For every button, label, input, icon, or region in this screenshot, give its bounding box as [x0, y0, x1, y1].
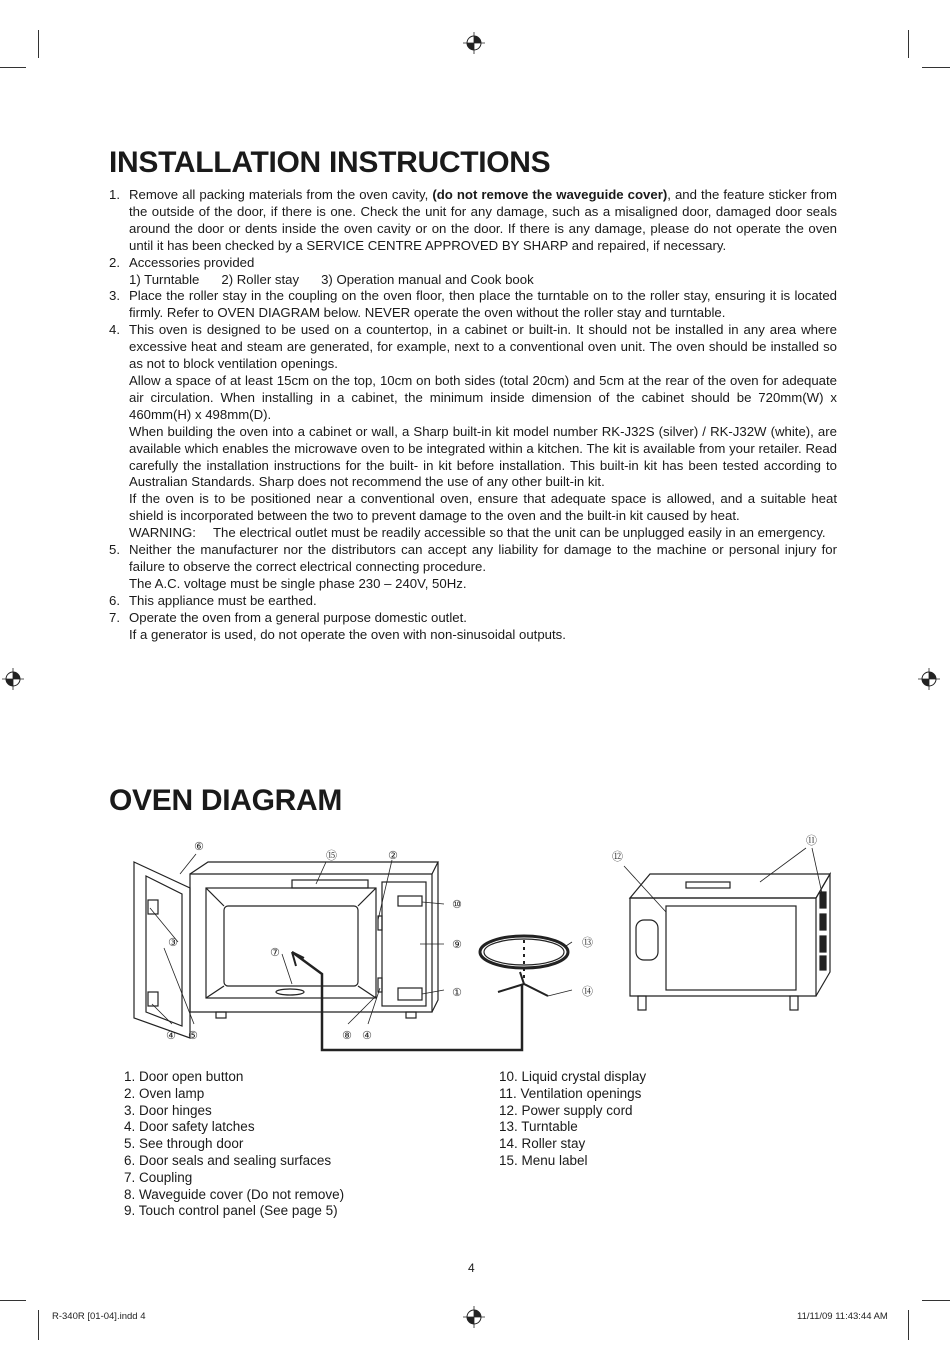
- footer-timestamp: 11/11/09 11:43:44 AM: [797, 1311, 888, 1322]
- cavity-back: [224, 906, 358, 986]
- callout-7: ⑦: [270, 946, 280, 959]
- legend-item: 13. Turntable: [499, 1119, 578, 1135]
- legend-item: 2. Oven lamp: [124, 1085, 205, 1101]
- footer-file-name: R-340R [01-04].indd 4: [52, 1311, 146, 1322]
- vent-opening-side: [820, 956, 826, 970]
- item-text: [129, 322, 837, 542]
- coupling: [276, 989, 304, 995]
- oven-foot: [406, 1012, 416, 1018]
- item-number: 2.: [109, 254, 120, 270]
- vent-opening-side: [820, 892, 826, 908]
- callout-8: ⑧: [342, 1029, 352, 1042]
- item2-text: Accessories provided: [129, 254, 255, 270]
- callout-6: ⑥: [194, 840, 204, 853]
- power-cord-plug: [636, 920, 658, 960]
- page-number: 4: [468, 1261, 475, 1275]
- crop-mark-top-right: [908, 30, 909, 58]
- warning-note: [129, 525, 837, 542]
- list-item: [109, 288, 837, 322]
- crop-mark-top-left: [0, 67, 26, 68]
- rear-oven-foot: [790, 996, 798, 1010]
- item-text: [129, 542, 837, 593]
- callout-3: ③: [168, 936, 178, 949]
- accessory-turntable: 1) Turntable: [129, 271, 200, 287]
- callout-11: ⑪: [806, 834, 817, 847]
- list-item: [109, 187, 837, 255]
- item-number: 1.: [109, 187, 120, 202]
- legend-item: 10. Liquid crystal display: [499, 1069, 647, 1084]
- item1-text-start: Remove all packing materials from the oven cavity,: [129, 187, 433, 202]
- item-number: 3.: [109, 288, 120, 304]
- installation-heading: INSTALLATION INSTRUCTIONS: [109, 146, 551, 179]
- registration-mark-right: [918, 668, 940, 690]
- crop-mark-bottom-left: [38, 1310, 39, 1340]
- callout-5: ⑤: [188, 1029, 198, 1042]
- callout-12: ⑫: [612, 850, 623, 863]
- legend-item: 14. Roller stay: [499, 1136, 586, 1152]
- crop-mark-bottom-right: [922, 1300, 950, 1301]
- crop-mark-top-right: [922, 67, 950, 68]
- callout-1: ①: [452, 986, 462, 999]
- item1-bold-warning: (do not remove the waveguide cover): [432, 187, 668, 202]
- see-through-door-window: [146, 876, 182, 1026]
- callout-15: ⑮: [326, 849, 337, 862]
- rear-panel: [666, 906, 796, 990]
- legend-item: 15. Menu label: [499, 1152, 588, 1168]
- list-item: [109, 593, 837, 610]
- item1-text-end: , and the feature sticker from the outside of the door, if there is one. Check the unit for any damage, such as a misaligned door, damaged door seals around the door or dents inside the oven cavity or on the door. If there is any damage, please do not operate the oven until it has been checked by a SERVICE CENTRE APPROVED BY SHARP and repaired, if necessary.: [129, 187, 838, 253]
- item-number: 6.: [109, 592, 120, 608]
- legend-item: 8. Waveguide cover (Do not remove): [124, 1186, 345, 1202]
- legend-item: 1. Door open button: [124, 1069, 244, 1084]
- diagram-legend-left: [124, 1069, 344, 1220]
- crop-mark-bottom-right: [908, 1310, 909, 1340]
- list-item: [109, 542, 837, 593]
- item-number: 7.: [109, 609, 120, 625]
- item-number: 4.: [109, 322, 120, 338]
- oven-diagram: [120, 828, 840, 1060]
- callout-2: ②: [388, 849, 398, 862]
- oven-top: [190, 862, 438, 874]
- callout-10: ⑩: [452, 898, 462, 911]
- rear-oven-foot: [638, 996, 646, 1010]
- door-hinge-bottom: [148, 992, 158, 1006]
- vent-opening-side: [820, 936, 826, 952]
- oven-side: [432, 862, 438, 1012]
- legend-item: 11. Ventilation openings: [499, 1085, 642, 1101]
- diagram-legend-right: [499, 1069, 646, 1170]
- vent-openings-top: [686, 882, 730, 888]
- legend-item: 12. Power supply cord: [499, 1102, 633, 1118]
- legend-item: 6. Door seals and sealing surfaces: [124, 1152, 332, 1168]
- accessories-list: [129, 272, 837, 289]
- item-text: [129, 255, 837, 289]
- legend-item: 9. Touch control panel (See page 5): [124, 1203, 338, 1219]
- callout-4: ④: [166, 1029, 176, 1042]
- crop-mark-top-left: [38, 30, 39, 58]
- item7-paragraph: If a generator is used, do not operate the oven with non-sinusoidal outputs.: [129, 626, 566, 642]
- list-item: [109, 255, 837, 289]
- accessory-manual: 3) Operation manual and Cook book: [321, 271, 534, 287]
- registration-mark-top: [463, 32, 485, 54]
- item5-paragraph: The A.C. voltage must be single phase 230 – 240V, 50Hz.: [129, 575, 467, 591]
- item4-paragraph: Allow a space of at least 15cm on the top, 10cm on both sides (total 20cm) and 5cm at the rear of the oven for adequate air circulation. When installing in a cabinet, the minimum inside dimension of the cabinet should be 720mm(W) x 460mm(H) x 498mm(D).: [129, 372, 837, 422]
- item-text: Place the roller stay in the coupling on the oven floor, then place the turntable on to the roller stay, ensuring it is located firmly. Refer to OVEN DIAGRAM below. NEVER operate the oven without the roller stay and turntable.: [129, 288, 837, 321]
- accessory-roller-stay: 2) Roller stay: [221, 271, 300, 287]
- callout-4: ④: [362, 1029, 372, 1042]
- item-text: This appliance must be earthed.: [129, 592, 317, 608]
- item7-paragraph: Operate the oven from a general purpose domestic outlet.: [129, 609, 467, 625]
- list-item: [109, 610, 837, 644]
- callout-13: ⑬: [582, 936, 593, 949]
- registration-mark-bottom: [463, 1306, 485, 1328]
- display-window: [398, 896, 422, 906]
- oven-foot: [216, 1012, 226, 1018]
- door-latch-lower: [378, 978, 382, 992]
- door-open-button: [398, 988, 422, 1000]
- item4-paragraph: This oven is designed to be used on a countertop, in a cabinet or built-in. It should not be installed in any area where excessive heat and steam are generated, for example, next to a conventional oven unit. The oven should be installed so as not to block ventilation openings.: [129, 322, 837, 372]
- legend-item: 3. Door hinges: [124, 1102, 212, 1118]
- item-number: 5.: [109, 542, 120, 558]
- oven-cabinet: [190, 874, 432, 1012]
- vent-opening-side: [820, 914, 826, 930]
- callout-14: ⑭: [582, 985, 593, 998]
- callout-9: ⑨: [452, 938, 462, 951]
- oven-diagram-heading: OVEN DIAGRAM: [109, 784, 343, 817]
- legend-item: 7. Coupling: [124, 1169, 193, 1185]
- legend-item: 4. Door safety latches: [124, 1119, 255, 1135]
- legend-item: 5. See through door: [124, 1136, 244, 1152]
- item4-paragraph: When building the oven into a cabinet or wall, a Sharp built-in kit model number RK-J32S (silver) / RK-J32W (white), are available which enables the microwave oven to be integrated within a kitchen. The kit is available from your retailer. Read carefully the installation instructions for the built- in kit before installation. This built-in kit has been tested according to Australian Standards. Sharp does not recommend the use of any other built-in kit.: [129, 423, 837, 490]
- list-item: [109, 322, 837, 542]
- crop-mark-bottom-left: [0, 1300, 26, 1301]
- item-text: [129, 610, 837, 644]
- installation-list: [109, 187, 837, 643]
- item4-paragraph: If the oven is to be positioned near a conventional oven, ensure that adequate space is allowed, and a suitable heat shield is incorporated between the two to prevent damage to the oven and the built-in kit caused by heat.: [129, 491, 837, 524]
- registration-mark-left: [2, 668, 24, 690]
- menu-label: [292, 880, 368, 888]
- item5-paragraph: Neither the manufacturer nor the distributors can accept any liability for damage to the machine or personal injury for failure to observe the correct electrical connecting procedure.: [129, 542, 837, 574]
- item-text: [129, 187, 837, 255]
- warning-label: WARNING:: [129, 525, 196, 541]
- coupling-connection-line: [292, 952, 522, 1050]
- warning-text: The electrical outlet must be readily accessible so that the unit can be unplugged easily in an emergency.: [213, 525, 826, 541]
